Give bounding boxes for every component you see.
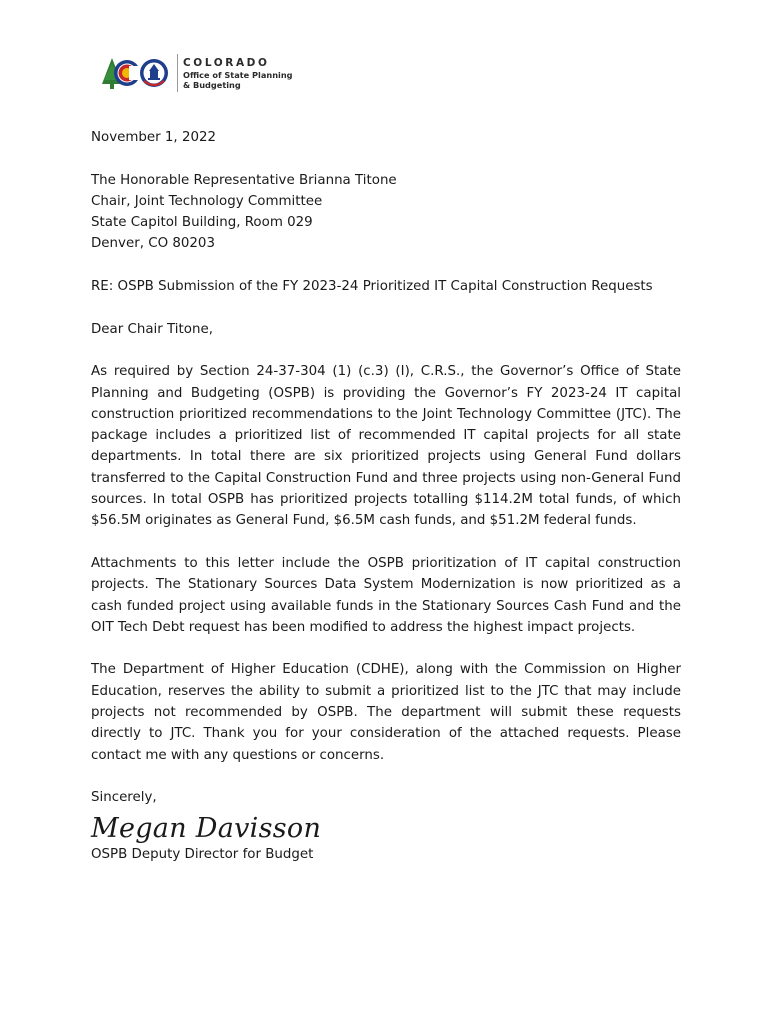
spacer — [91, 532, 681, 553]
logo-office-line2: & Budgeting — [183, 79, 241, 90]
signature: Megan Davisson — [91, 812, 322, 844]
spacer — [91, 297, 681, 318]
letter-date: November 1, 2022 — [91, 130, 217, 145]
logo-divider — [177, 54, 178, 92]
letter-body — [91, 127, 681, 865]
recipient-address-line1: State Capitol Building, Room 029 — [91, 215, 313, 231]
spacer — [91, 255, 681, 276]
colorado-ospb-logo — [98, 52, 174, 94]
logo-text — [183, 57, 293, 90]
body-paragraph: Attachments to this letter include the OSPB prioritization of IT capital construction projects. The Stationary Sources Data System Modernization is now prioritized as a cash funded project using available funds in the Stationary Sources Cash Fund and the OIT Tech Debt request has been modified to address the highest impact projects. — [91, 555, 681, 635]
spacer — [91, 148, 681, 169]
spacer — [91, 340, 681, 361]
logo-icon — [98, 52, 174, 94]
recipient-title: Chair, Joint Technology Committee — [91, 193, 323, 209]
logo-state-name: COLORADO — [183, 56, 270, 69]
letterhead — [98, 52, 293, 94]
recipient-address-line2: Denver, CO 80203 — [91, 236, 215, 252]
spacer — [91, 638, 681, 659]
body-paragraph: As required by Section 24-37-304 (1) (c.3) (I), C.R.S., the Governor’s Office of State Planning and Budgeting (OSPB) is providing the Governor’s FY 2023-24 IT capital construction prioritized recommendations to the Joint Technology Committee (JTC). The package includes a prioritized list of recommended IT capital projects for all state departments. In total there are six prioritized projects using General Fund dollars transferred to the Capital Construction Fund and three projects using non-General Fund sources. In total OSPB has prioritized projects totalling $114.2M total funds, of which $56.5M originates as General Fund, $6.5M cash funds, and $51.2M federal funds. — [91, 364, 681, 529]
signer-title: OSPB Deputy Director for Budget — [91, 846, 314, 862]
spacer — [91, 766, 681, 787]
salutation: Dear Chair Titone, — [91, 321, 213, 337]
body-paragraph: The Department of Higher Education (CDHE), along with the Commission on Higher Education, reserves the ability to submit a prioritized list to the JTC that may include projects not recommended by OSPB. The department will submit these requests directly to JTC. Thank you for your consideration of the attached requests. Please contact me with any questions or concerns. — [91, 662, 681, 763]
subject-line: RE: OSPB Submission of the FY 2023-24 Prioritized IT Capital Construction Requests — [91, 279, 653, 295]
closing: Sincerely, — [91, 790, 157, 806]
logo-office-line1: Office of State Planning — [183, 69, 293, 80]
recipient-name: The Honorable Representative Brianna Titone — [91, 172, 397, 188]
